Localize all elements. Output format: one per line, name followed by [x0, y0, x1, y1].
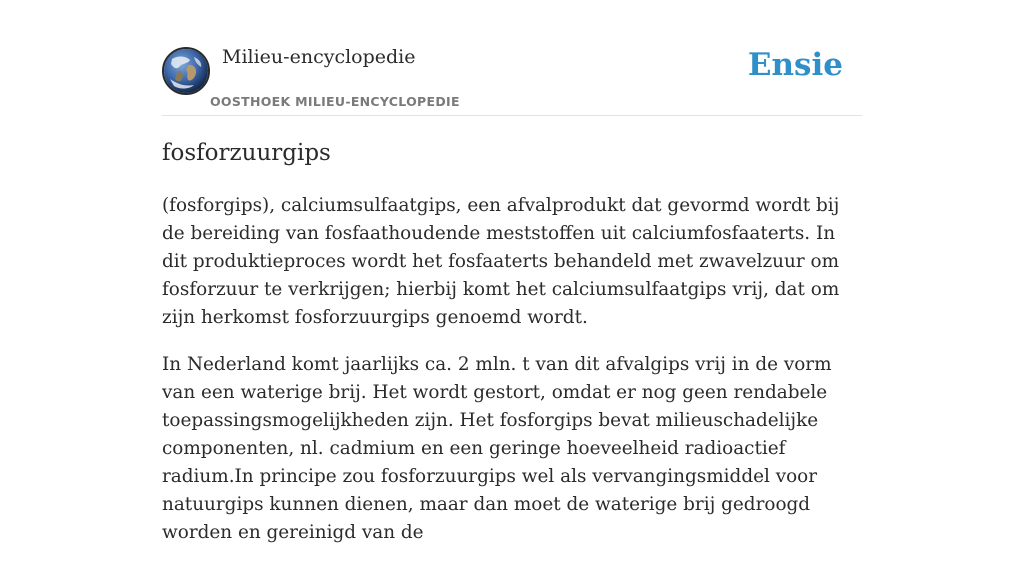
book-title[interactable]: Milieu-encyclopedie — [222, 46, 416, 68]
earth-globe-icon[interactable] — [162, 47, 210, 95]
page — [162, 0, 862, 543]
article-paragraph: (fosforgips), calciumsulfaatgips, een afvalprodukt dat gevormd wordt bij de bereiding van fosfaathoudende meststoffen uit calciumfosfaaterts. In dit produktieproces wordt het fosfaaterts behandeld met zwavelzuur om fosforzuur te verkrijgen; hierbij komt het calciumsulfaatgips vrij, dat om zijn herkomst fosforzuurgips genoemd wordt. — [162, 195, 840, 328]
article-paragraph: In Nederland komt jaarlijks ca. 2 mln. t van dit afvalgips vrij in de vorm van een waterige brij. Het wordt gestort, omdat er nog geen rendabele toepassingsmogelijkheden zijn. Het fosforgips bevat milieuschadelijke componenten, nl. cadmium en een geringe hoeveelheid radioactief radium.In principe zou fosforzuurgips wel als vervangingsmiddel voor natuurgips kunnen dienen, maar dan moet de waterige brij gedroogd worden en gereinigd van de — [162, 354, 832, 543]
book-subtitle[interactable]: OOSTHOEK MILIEU-ENCYCLOPEDIE — [210, 94, 460, 109]
article-body — [162, 192, 862, 566]
header — [162, 0, 862, 116]
ensie-logo-link[interactable]: Ensie — [747, 47, 843, 83]
page-title: fosforzuurgips — [162, 140, 331, 166]
